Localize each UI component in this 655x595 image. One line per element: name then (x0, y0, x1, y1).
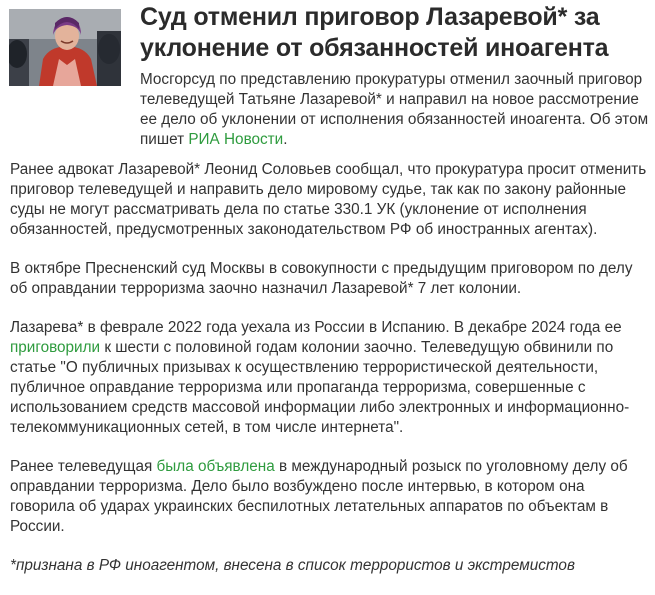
paragraph-wanted (10, 457, 652, 537)
lead-text: Мосгорсуд по представлению прокуратуры отменил заочный приговор телеведущей Татьяне Лазаревой* и направил на новое рассмотрение ее дело об уклонении от исполнения обязанностей иноагента. Об этом пишет (140, 71, 649, 148)
paragraph-text: Лазарева* в феврале 2022 года уехала из России в Испанию. В декабре 2024 года ее (10, 319, 622, 336)
paragraph-text-end: в международный розыск по уголовному делу об оправдании терроризма. Дело было возбуждено после интервью, в котором она говорила об ударах украинских беспилотных летательных аппаратов по объектам в России. (10, 458, 628, 535)
paragraph-lawyer: Ранее адвокат Лазаревой* Леонид Соловьев сообщал, что прокуратура просит отменить приговор телеведущей и направить дело мировому судье, так как по закону районные суды не могут рассматривать дела по статье 330.1 УК (уклонение от исполнения обязанностей, предусмотренных законодательством РФ об иностранных агентах). (10, 161, 647, 238)
photo-illustration (9, 9, 121, 86)
link-wanted[interactable]: была объявлена (156, 458, 275, 475)
paragraph-text-end: к шести с половиной годам колонии заочно. Телеведущую обвинили по статье "О публичных призывах к осуществлению террористической деятельности, публичное оправдание терроризма или пропаганда терроризма, совершенные с использованием средств массовой информации либо электронных и информационно-телекоммуникационных сетей, в том числе интернета". (10, 339, 630, 436)
article-photo[interactable] (9, 9, 121, 86)
article-body (10, 160, 652, 595)
footnote: *признана в РФ иноагентом, внесена в список террористов и экстремистов (10, 557, 575, 574)
link-sentenced[interactable]: приговорили (10, 339, 101, 356)
source-link-ria[interactable]: РИА Новости (188, 131, 284, 148)
article-headline: Суд отменил приговор Лазаревой* за уклонение от обязанностей иноагента (140, 3, 609, 62)
paragraph-text: Ранее телеведущая (10, 458, 157, 475)
lead-text-end: . (283, 131, 288, 148)
paragraph-october-verdict: В октябре Пресненский суд Москвы в совокупности с предыдущим приговором по делу об оправдании терроризма заочно назначил Лазаревой* 7 лет колонии. (10, 260, 633, 297)
paragraph-background (10, 318, 652, 438)
article-lead (140, 70, 650, 150)
